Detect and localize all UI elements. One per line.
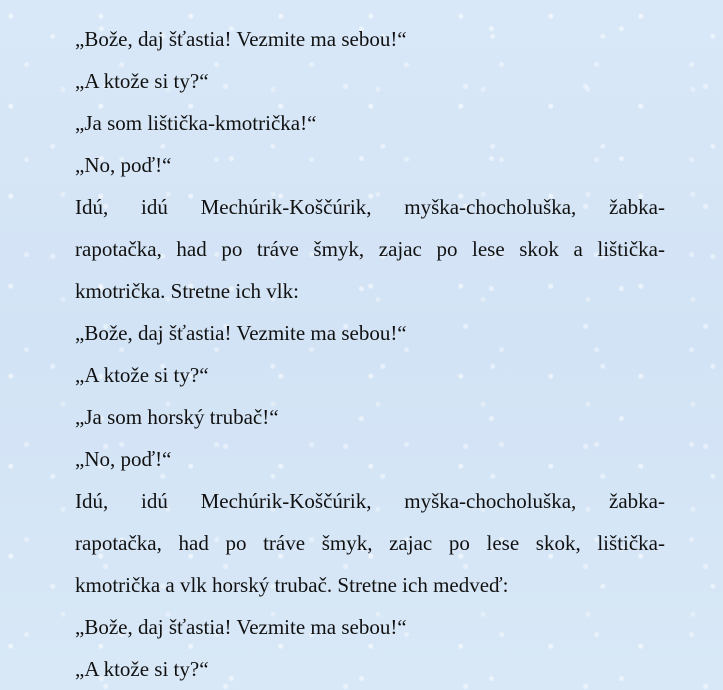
dialogue-line: „A ktože si ty?“ xyxy=(75,69,209,93)
narrative-line: Idú, idú Mechúrik-Koščúrik, myška-chocholuška, žabka- xyxy=(75,195,665,219)
narrative-line: rapotačka, had po tráve šmyk, zajac po lese skok a lištička- xyxy=(75,237,665,261)
narrative-line: kmotrička. Stretne ich vlk: xyxy=(75,279,299,303)
dialogue-line: „Bože, daj šťastia! Vezmite ma sebou!“ xyxy=(75,27,407,51)
dialogue-line: „Bože, daj šťastia! Vezmite ma sebou!“ xyxy=(75,615,407,639)
dialogue-line: „No, poď!“ xyxy=(75,447,172,471)
dialogue-line: „No, poď!“ xyxy=(75,153,172,177)
dialogue-line: „Ja som horský trubač!“ xyxy=(75,405,279,429)
dialogue-line: „A ktože si ty?“ xyxy=(75,657,209,681)
narrative-line: Idú, idú Mechúrik-Koščúrik, myška-chocholuška, žabka- xyxy=(75,489,665,513)
dialogue-line: „Ja som lištička-kmotrička!“ xyxy=(75,111,317,135)
dialogue-line: „A ktože si ty?“ xyxy=(75,363,209,387)
narrative-line: kmotrička a vlk horský trubač. Stretne ich medveď: xyxy=(75,573,509,597)
narrative-line: rapotačka, had po tráve šmyk, zajac po lese skok, lištička- xyxy=(75,531,665,555)
dialogue-line: „Bože, daj šťastia! Vezmite ma sebou!“ xyxy=(75,321,407,345)
